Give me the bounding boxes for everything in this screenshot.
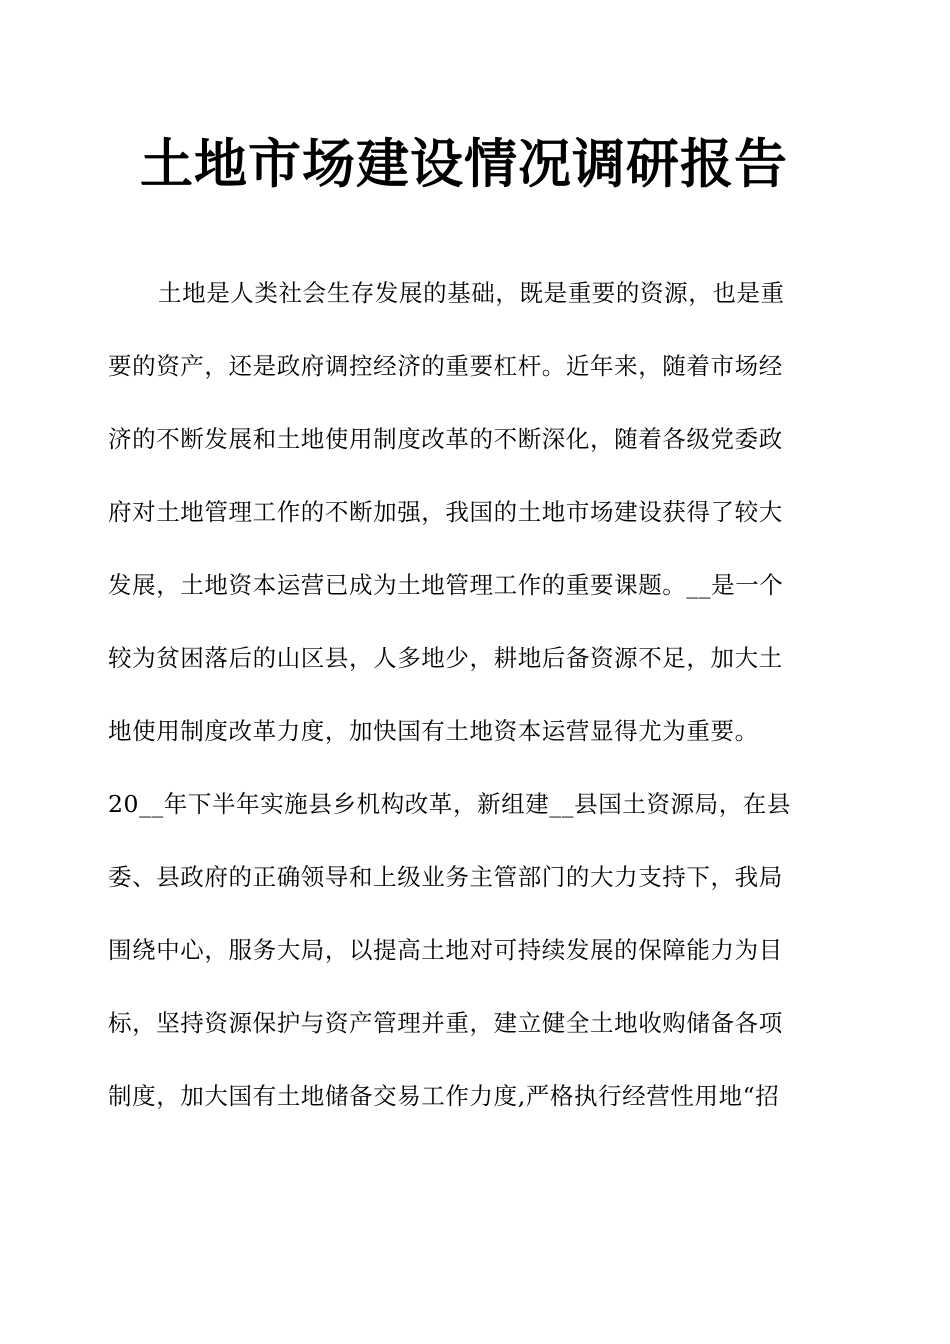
body-line: 发展，土地资本运营已成为土地管理工作的重要课题。__是一个 bbox=[108, 571, 784, 599]
body-line: 制度，加大国有土地储备交易工作力度,严格执行经营性用地“招 bbox=[108, 1082, 780, 1110]
body-line: 标，坚持资源保护与资产管理并重，建立健全土地收购储备各项 bbox=[108, 1009, 783, 1037]
body-line: 府对土地管理工作的不断加强，我国的土地市场建设获得了较大 bbox=[108, 498, 783, 526]
body-line: 地使用制度改革力度，加快国有土地资本运营显得尤为重要。 bbox=[108, 717, 759, 745]
body-line: 济的不断发展和土地使用制度改革的不断深化，随着各级党委政 bbox=[108, 425, 783, 453]
body-line: 委、县政府的正确领导和上级业务主管部门的大力支持下，我局 bbox=[108, 863, 783, 891]
body-line: 围绕中心，服务大局，以提高土地对可持续发展的保障能力为目 bbox=[108, 936, 783, 964]
body-line: 要的资产，还是政府调控经济的重要杠杆。近年来，随着市场经 bbox=[108, 352, 783, 380]
body-line: 土地是人类社会生存发展的基础，既是重要的资源，也是重 bbox=[158, 279, 785, 307]
body-line: 较为贫困落后的山区县，人多地少，耕地后备资源不足，加大土 bbox=[108, 644, 783, 672]
document-title: 土地市场建设情况调研报告 bbox=[140, 134, 788, 195]
body-line: 20__年下半年实施县乡机构改革，新组建__县国土资源局，在县 bbox=[108, 790, 792, 818]
